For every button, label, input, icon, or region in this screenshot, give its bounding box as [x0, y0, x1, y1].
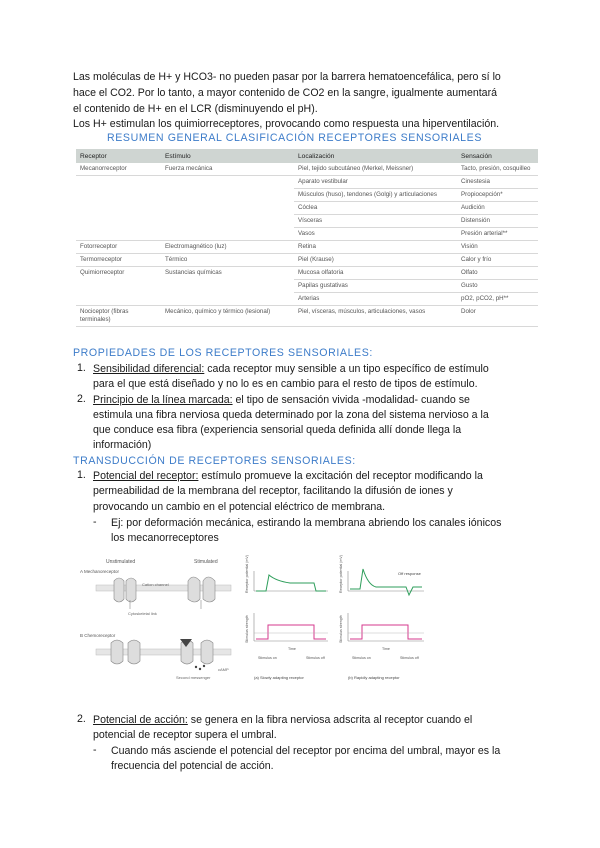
- table-row: [76, 215, 538, 228]
- table-cell: Sustancias químicas: [165, 269, 222, 276]
- table-cell: Gusto: [457, 280, 538, 293]
- label-chemoreceptor: B Chemoreceptor: [80, 633, 116, 638]
- table-cell: [161, 176, 294, 189]
- table-cell: Fotorreceptor: [76, 241, 161, 254]
- trans-item2-text: se genera en la fibra nerviosa adscrita al receptor cuando el: [187, 714, 473, 726]
- table-cell: Piel (Krause): [294, 254, 457, 267]
- table-cell: [161, 215, 294, 228]
- table-row: [76, 163, 538, 176]
- trans-item1-term: Potencial del receptor:: [93, 470, 199, 482]
- table-row: [76, 267, 538, 280]
- table-row: [76, 306, 538, 327]
- table-cell: [76, 202, 161, 215]
- section-trans-title: TRANSDUCCIÓN DE RECEPTORES SENSORIALES:: [73, 455, 356, 467]
- table-cell: [161, 280, 294, 293]
- table-cell: pO2, pCO2, pH**: [457, 293, 538, 306]
- trans-item2-line1: [93, 713, 543, 729]
- table-cell: Electromagnético (luz): [161, 241, 294, 254]
- table-row: [76, 189, 538, 202]
- table-cell: Dolor: [457, 306, 538, 327]
- label-mechanoreceptor: A Mechanoreceptor: [80, 569, 120, 574]
- table-header-row: [76, 149, 538, 163]
- table-cell: Músculos (huso), tendones (Golgi) y articulaciones: [294, 189, 457, 202]
- y-label-stimulus-a: Stimulus strength: [245, 615, 249, 643]
- label-cation-channel: Cation channel: [142, 582, 169, 587]
- table-cell: Papilas gustativas: [294, 280, 457, 293]
- graph-rapidly-adapting: [348, 569, 424, 641]
- table-cell: Cinestesia: [457, 176, 538, 189]
- table-row: [76, 293, 538, 306]
- intro-line-4: Los H+ estimulan los quimiorreceptores, provocando como respuesta una hiperventilación.: [73, 118, 500, 130]
- table-cell: [161, 293, 294, 306]
- table-cell: Tacto, presión, cosquilleo: [457, 163, 538, 176]
- trans-item2-num: 2.: [77, 713, 86, 725]
- props-item1-line1: [93, 362, 543, 378]
- table-row: [76, 241, 538, 254]
- table-cell: Visión: [457, 241, 538, 254]
- figure-svg: [76, 553, 432, 693]
- trans-sub2-line1: Cuando más asciende el potencial del receptor por encima del umbral, mayor es la: [111, 745, 501, 757]
- intro-line-1: Las moléculas de H+ y HCO3- no pueden pasar por la barrera hematoencefálica, pero sí lo: [73, 71, 501, 83]
- table-cell: Nociceptor (fibras terminales): [76, 306, 161, 327]
- table-cell: Vísceras: [294, 215, 457, 228]
- stim-off-a: Stimulus off: [306, 656, 325, 660]
- caption-rapidly: (b) Rapidly adapting receptor: [348, 675, 400, 680]
- intro-line-3: el contenido de H+ en el LCR (disminuyendo el pH).: [73, 103, 318, 115]
- y-label-receptor-b: Receptor potential (mV): [339, 555, 343, 593]
- trans-sub2-line2: frecuencia del potencial de acción.: [111, 760, 274, 772]
- trans-sub2-dash: -: [93, 744, 97, 756]
- trans-item1-num: 1.: [77, 469, 86, 481]
- table-cell: Audición: [457, 202, 538, 215]
- table-cell: Presión arterial**: [457, 228, 538, 241]
- props-item1-line2: para el que está diseñado y no lo es en cambio para el resto de tipos de estímulo.: [93, 378, 478, 390]
- table-cell: Olfato: [457, 267, 538, 280]
- table-cell: [76, 189, 161, 202]
- table-cell: Retina: [294, 241, 457, 254]
- trans-item1-line2: permeabilidad de la membrana del receptor, facilitando la difusión de iones y: [93, 485, 453, 497]
- table-cell: [76, 228, 161, 241]
- table-cell: Vasos: [294, 228, 457, 241]
- table-cell: [76, 176, 161, 189]
- table-title: RESUMEN GENERAL CLASIFICACIÓN RECEPTORES SENSORIALES: [107, 132, 482, 144]
- props-item2-line4: información): [93, 439, 152, 451]
- th-receptor: Receptor: [76, 149, 161, 163]
- trans-item1-line1: [93, 469, 543, 485]
- table-row: [76, 176, 538, 189]
- table-cell: Distensión: [457, 215, 538, 228]
- label-stimulated: Stimulated: [194, 559, 218, 565]
- props-item1-term: Sensibilidad diferencial:: [93, 363, 205, 375]
- trans-sub1-dash: -: [93, 516, 97, 528]
- table-cell: Térmico: [161, 254, 294, 267]
- table-cell: [76, 215, 161, 228]
- receptor-table: [76, 149, 538, 327]
- table-cell: [76, 293, 161, 306]
- stim-off-b: Stimulus off: [400, 656, 419, 660]
- th-localizacion: Localización: [294, 149, 457, 163]
- props-item2-text: el tipo de sensación vivida -modalidad- cuando se: [232, 394, 470, 406]
- stim-on-b: Stimulus on: [352, 656, 371, 660]
- th-estimulo: Estímulo: [161, 149, 294, 163]
- table-cell: Fuerza mecánica: [161, 163, 294, 176]
- graph-slowly-adapting: [254, 571, 328, 641]
- table-cell: [161, 202, 294, 215]
- x-label-time-b: Time: [382, 647, 390, 651]
- trans-sub1-line2: los mecanorreceptores: [111, 532, 219, 544]
- table-cell: Cóclea: [294, 202, 457, 215]
- section-props-title: PROPIEDADES DE LOS RECEPTORES SENSORIALES:: [73, 347, 373, 359]
- table-cell: Mecanorreceptor: [76, 163, 161, 176]
- y-label-receptor-a: Receptor potential (mV): [245, 555, 249, 593]
- table-cell: Mecánico, químico y térmico (lesional): [161, 306, 294, 327]
- intro-line-2: hace el CO2. Por lo tanto, a mayor contenido de CO2 en la sangre, igualmente aumentará: [73, 87, 497, 99]
- table-cell: Propiocepción*: [457, 189, 538, 202]
- transduction-figure: [76, 553, 432, 693]
- caption-slowly: (a) Slowly adapting receptor: [254, 675, 304, 680]
- props-item2-num: 2.: [77, 393, 86, 405]
- trans-item1-line3: provocando un cambio en el potencial eléctrico de membrana.: [93, 501, 386, 513]
- trans-sub1-line1: Ej: por deformación mecánica, estirando la membrana abriendo los canales iónicos: [111, 517, 502, 529]
- table-cell: Aparato vestibular: [294, 176, 457, 189]
- chemoreceptor-membrane: [96, 639, 231, 670]
- props-item2-line1: [93, 393, 543, 409]
- th-sensacion: Sensación: [457, 149, 538, 163]
- trans-item1-text: estímulo promueve la excitación del receptor modificando la: [198, 470, 483, 482]
- x-label-time-a: Time: [288, 647, 296, 651]
- table-cell: Arterias: [294, 293, 457, 306]
- props-item2-term: Principio de la línea marcada:: [93, 394, 233, 406]
- table-cell: Piel, vísceras, músculos, articulaciones, vasos: [294, 306, 457, 327]
- table-cell: Piel, tejido subcutáneo (Merkel, Meissner): [294, 163, 457, 176]
- props-item2-line2: estimula una fibra nerviosa queda determinado por la zona del sistema nervioso a la: [93, 409, 489, 421]
- table-cell: [161, 189, 294, 202]
- y-label-stimulus-b: Stimulus strength: [339, 615, 343, 643]
- table-cell: Mucosa olfatoria: [294, 267, 457, 280]
- table-cell: [161, 228, 294, 241]
- stim-on-a: Stimulus on: [258, 656, 277, 660]
- table-cell: Quimiorreceptor: [80, 269, 125, 276]
- label-cytoskeletal: Cytoskeletal link: [128, 611, 157, 616]
- trans-item2-term: Potencial de acción:: [93, 714, 188, 726]
- table-cell: [76, 280, 161, 293]
- props-item1-text: cada receptor muy sensible a un tipo específico de estímulo: [204, 363, 489, 375]
- trans-item2-line2: potencial de receptor supera el umbral.: [93, 729, 277, 741]
- props-item2-line3: que conduce esa fibra (experiencia sensorial queda definida allí donde llega la: [93, 424, 462, 436]
- table-row: [76, 228, 538, 241]
- label-unstimulated: Unstimulated: [106, 559, 136, 565]
- table-row: [76, 202, 538, 215]
- off-response-label: Off response: [398, 571, 421, 576]
- label-second-messenger: Second messenger: [176, 675, 211, 680]
- table-row: [76, 254, 538, 267]
- table-cell: Termorreceptor: [76, 254, 161, 267]
- props-item1-num: 1.: [77, 362, 86, 374]
- table-row: [76, 280, 538, 293]
- table-cell: Calor y frío: [457, 254, 538, 267]
- label-camp: cAMP: [218, 667, 229, 672]
